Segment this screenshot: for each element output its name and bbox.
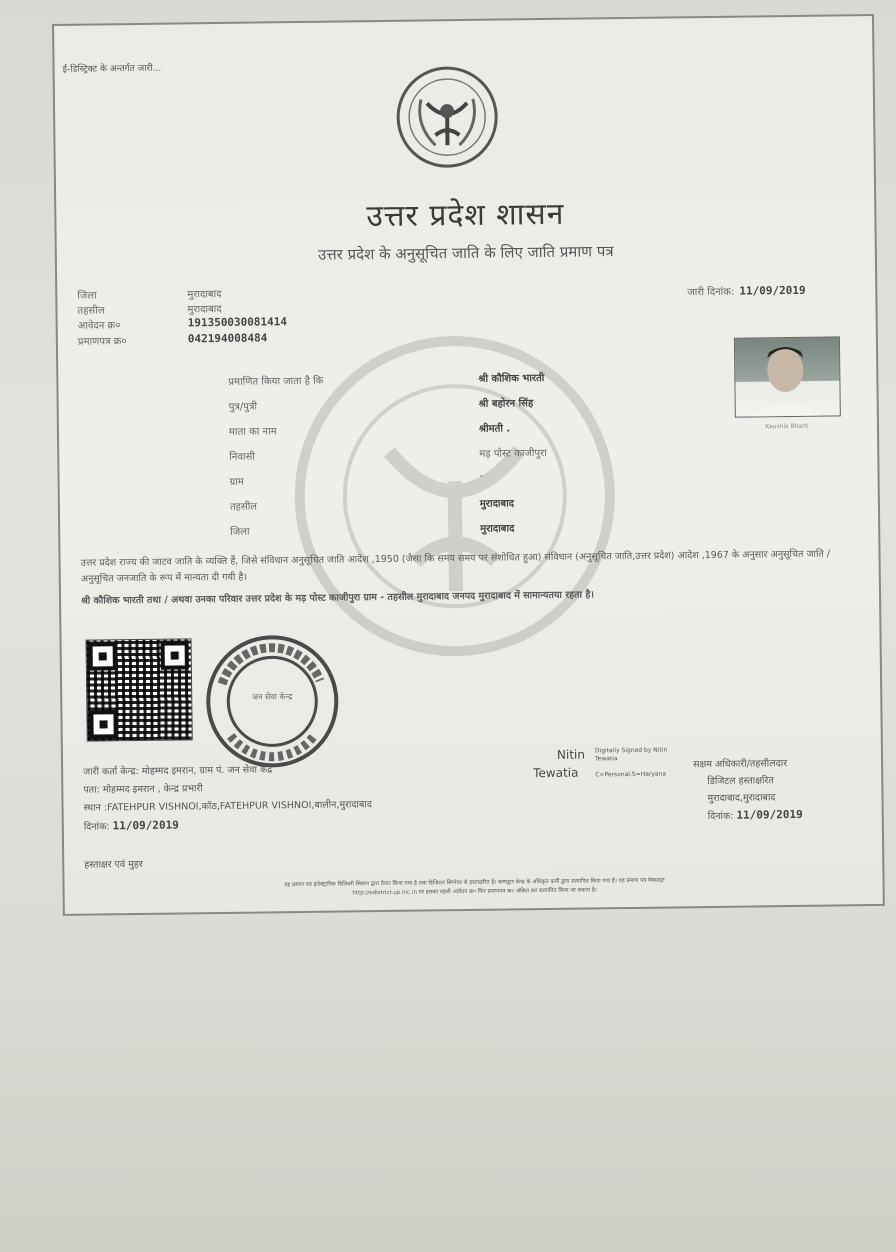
signature-detail: C=Personal,S=Haryana bbox=[595, 770, 667, 779]
page-subtitle: उत्तर प्रदेश के अनुसूचित जाति के लिए जाति प्रमाण पत्र bbox=[317, 242, 614, 264]
page-title: उत्तर प्रदेश शासन bbox=[366, 196, 565, 235]
issuing-center-location: स्थान :FATEHPUR VISHNOI,कॉठ,FATEHPUR VISHNOI,बालीन,मुरादाबाद bbox=[83, 799, 372, 814]
village: - bbox=[479, 470, 484, 482]
signature-detail: Digitally Signed by Nitin bbox=[594, 746, 668, 755]
officer-title: सक्षम अधिकारी/तहसीलदार bbox=[693, 758, 788, 771]
round-stamp bbox=[201, 631, 343, 773]
footer-line: यह प्रमाण पत्र इलेक्ट्रानिक डिलिवरी सिस्टम द्वारा तैयार किया गया है तथा डिजिटल सिग्नेचर से हस्ताक्षरित है। कम्प्यूटर केन्द्र के अधिकृत कर्मी द्वारा सत्यापित किया गया है। यह प्रमाण पत्र वेबसाइट bbox=[284, 877, 665, 889]
state-emblem bbox=[395, 65, 500, 170]
date-value: 11/09/2019 bbox=[736, 807, 803, 822]
tehsil: मुरादाबाद bbox=[479, 498, 515, 510]
footer-line: http://edistrict.up.nic.in पर इसका पहली आवेदन क्र० फिर प्रमाणपत्र क्र० अंकित कर सत्यापित किया जा सकता है। bbox=[352, 887, 597, 897]
header-fields bbox=[77, 285, 287, 350]
digital-signature bbox=[533, 746, 713, 788]
applicant-photo bbox=[734, 336, 841, 417]
field-value: मुरादाबाद bbox=[187, 288, 222, 301]
field-value: 191350030081414 bbox=[187, 315, 288, 330]
issue-date-value: 11/09/2019 bbox=[739, 283, 806, 298]
certify-row bbox=[230, 520, 548, 549]
residence: मड़ पोस्ट काजीपुरा bbox=[479, 447, 547, 460]
field-value: 042194008484 bbox=[187, 331, 268, 346]
officer-date bbox=[694, 806, 803, 825]
mother-name: श्रीमती . bbox=[478, 423, 511, 435]
issuing-center bbox=[83, 760, 372, 837]
certify-row bbox=[229, 420, 547, 449]
certificate-no-row bbox=[78, 331, 288, 350]
field-value: मुरादाबाद bbox=[187, 303, 222, 316]
certificate-sheet bbox=[52, 14, 885, 916]
certify-row bbox=[230, 495, 548, 524]
applicant-name: श्री कौशिक भारती bbox=[478, 373, 545, 385]
certify-label: पुत्र/पुत्री bbox=[228, 401, 258, 413]
footer-note bbox=[85, 874, 865, 902]
sign-seal-label: हस्ताक्षर एवं मुहर bbox=[84, 858, 143, 871]
stamp-label: जन सेवा केन्द्र bbox=[252, 692, 293, 702]
photo-caption: Kaushik Bharti bbox=[765, 422, 809, 431]
signature-details bbox=[595, 747, 668, 780]
certify-label: प्रमाणित किया जाता है कि bbox=[228, 375, 324, 388]
competent-officer bbox=[693, 755, 803, 825]
date-value: 11/09/2019 bbox=[112, 818, 179, 833]
date-label: दिनांक: bbox=[83, 821, 110, 833]
field-label: आवेदन क्र० bbox=[77, 320, 121, 332]
signature-detail: Tewatia bbox=[594, 755, 618, 763]
certify-label: जिला bbox=[230, 526, 250, 538]
field-label: तहसील bbox=[77, 305, 105, 317]
signer-last-name: Tewatia bbox=[533, 765, 579, 781]
certify-label: ग्राम bbox=[229, 476, 244, 488]
certify-label: निवासी bbox=[229, 451, 256, 463]
signer-first-name: Nitin bbox=[556, 747, 586, 762]
field-label: प्रमाणपत्र क्र० bbox=[77, 336, 127, 348]
certify-label: माता का नाम bbox=[228, 426, 277, 438]
district: मुरादाबाद bbox=[480, 523, 515, 535]
certify-row bbox=[229, 395, 547, 424]
certify-row bbox=[230, 470, 548, 499]
field-label: जिला bbox=[77, 290, 97, 302]
top-note: ई-डिस्ट्रिक्ट के अन्तर्गत जारी... bbox=[62, 63, 162, 75]
officer-place: मुरादाबाद,मुरादाबाद bbox=[707, 792, 776, 805]
father-name: श्री बहोरन सिंह bbox=[478, 398, 534, 410]
issuing-center-name: जारी कर्ता केन्द्र: मोहम्मद इमरान, ग्राम पं. जन सेवा केंद्र bbox=[83, 764, 273, 778]
qr-code bbox=[86, 638, 193, 741]
issuing-center-date bbox=[84, 814, 373, 837]
issue-date bbox=[687, 279, 806, 299]
certificate-paragraph: उत्तर प्रदेश राज्य की जाटव जाति के व्यक्ति हैं, जिसे संविधान अनुसूचित जाति आदेश ,1950 (जैसा कि समय समय पर संशोधित हुआ) संविधान (अनुसूचित जाति,उत्तर प्रदेश) आदेश ,1967 के अनुसार अनुसूचित जाति / अनुसूचित जनजाति के रूप में मान्यता दी गयी है। bbox=[80, 548, 831, 585]
certify-label: तहसील bbox=[229, 501, 258, 513]
issuing-center-address: पता: मोहम्मद इमरान , केन्द्र प्रभारी bbox=[83, 783, 203, 796]
certify-row bbox=[228, 370, 546, 399]
date-label: दिनांक: bbox=[707, 810, 734, 823]
certify-fields bbox=[228, 370, 548, 549]
officer-digital: डिजिटल हस्ताक्षरित bbox=[707, 775, 774, 788]
residence-paragraph: श्री कौशिक भारती तथा / अथवा उनका परिवार उत्तर प्रदेश के मड़ पोस्ट काजीपुरा ग्राम - तहसील मुरादाबाद जनपद मुरादाबाद में सामान्यतया रहता है। bbox=[80, 589, 595, 607]
issue-date-label: जारी दिनांक: bbox=[687, 286, 735, 299]
certify-row bbox=[229, 445, 547, 474]
